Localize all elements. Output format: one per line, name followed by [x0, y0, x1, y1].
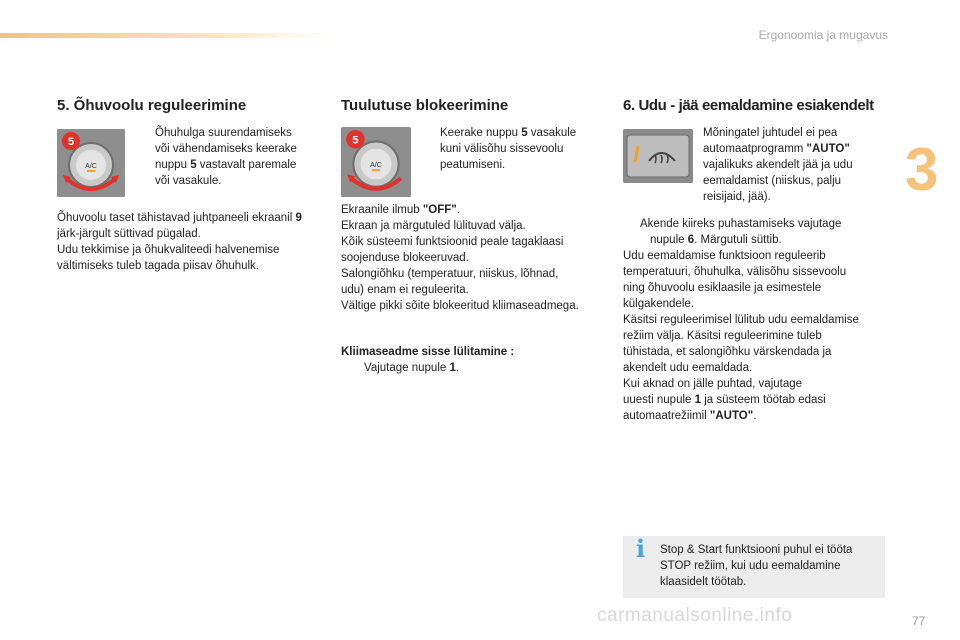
knob-illustration-ventilation [341, 127, 411, 197]
paragraph-ventilation: Ekraanile ilmub "OFF". Ekraan ja märgutuled lülituvad välja. Kõik süsteemi funktsioonid peale tagaklaasi soojenduse blokeeruvad. Salongiõhku (temperatuur, niiskus, lõhnad, udu) enam ei reguleerita. Vältige pikki sõite blokeeritud kliimaseadmega. [341, 204, 579, 312]
column-air-flow [57, 96, 322, 118]
knob-illustration-air-flow [57, 129, 125, 197]
section-title-ventilation-block: Tuulutuse blokeerimine [341, 97, 509, 114]
chapter-number: 3 [905, 136, 939, 203]
paragraph-defog: Udu eemaldamise funktsioon reguleerib temperatuuri, õhuhulka, välisõhu sissevoolu ning õhuvoolu esiklaasile ja esimestele külgakendele. Käsitsi reguleerimisel lülitub udu eemaldamise režiim välja. Käsitsi reguleerimine tuleb tühistada, et salongiõhku värskendada ja akendelt udu eemaldada. Kui aknad on jälle puhtad, vajutage uuesti nupule 1 ja süsteem töötab edasi automaatrežiimil "AUTO". [623, 250, 859, 422]
knob-label: A/C [370, 160, 382, 170]
bullet-ventilation: Keerake nuppu 5 vasakule kuni välisõhu sissevoolu peatumiseni. [440, 127, 577, 171]
info-icon: i [636, 534, 646, 563]
watermark: carmanualsonline.info [597, 605, 793, 626]
windshield-defrost-icon [623, 129, 693, 183]
subsection-ac-on: Kliimaseadme sisse lülitamine : Vajutage nupule 1. [341, 346, 515, 374]
paragraph-air-flow: Õhuvoolu taset tähistavad juhtpaneeli ekraanil 9 järk-järgult süttivad pügalad. Udu tekkimise ja õhukvaliteedi halvenemise vältimiseks tuleb tagada piisav õhuhulk. [57, 212, 302, 272]
subsection-title-ac-on: Kliimaseadme sisse lülitamine : [341, 346, 515, 358]
column-defog [623, 96, 885, 118]
section-title-air-flow: 5. Õhuvoolu reguleerimine [57, 97, 247, 114]
knob-rotate-icon [57, 129, 125, 197]
section-header: Ergonoomia ja mugavus [758, 28, 888, 42]
defog-button-illustration [623, 129, 693, 183]
section-title-defog: 6. Udu - jää eemaldamine esiakendelt [623, 97, 874, 114]
bullet-air-flow: Õhuhulga suurendamiseks või vähendamiseks keerake nuppu 5 vastavalt paremale või vasakule. [155, 127, 297, 187]
knob-rotate-left-icon [341, 127, 411, 197]
top-accent-bar [0, 33, 330, 38]
knob-label: A/C [85, 163, 97, 170]
column-ventilation-block [341, 96, 603, 118]
info-box-stop-start [623, 536, 885, 598]
badge-number: 5 [67, 136, 75, 148]
badge-number: 5 [352, 134, 359, 147]
page-number: 77 [912, 614, 926, 628]
paragraph-defog-intro: Mõningatel juhtudel ei pea automaatprogramm "AUTO" vajalikuks akendelt jää ja udu eemaldamist (niiskus, palju reisijaid, jää). [703, 127, 853, 203]
bullet-defog: Akende kiireks puhastamiseks vajutage nupule 6. Märgutuli süttib. [640, 218, 842, 246]
info-text: Stop & Start funktsiooni puhul ei tööta STOP režiim, kui udu eemaldamine klaasidelt töötab. [660, 544, 853, 588]
